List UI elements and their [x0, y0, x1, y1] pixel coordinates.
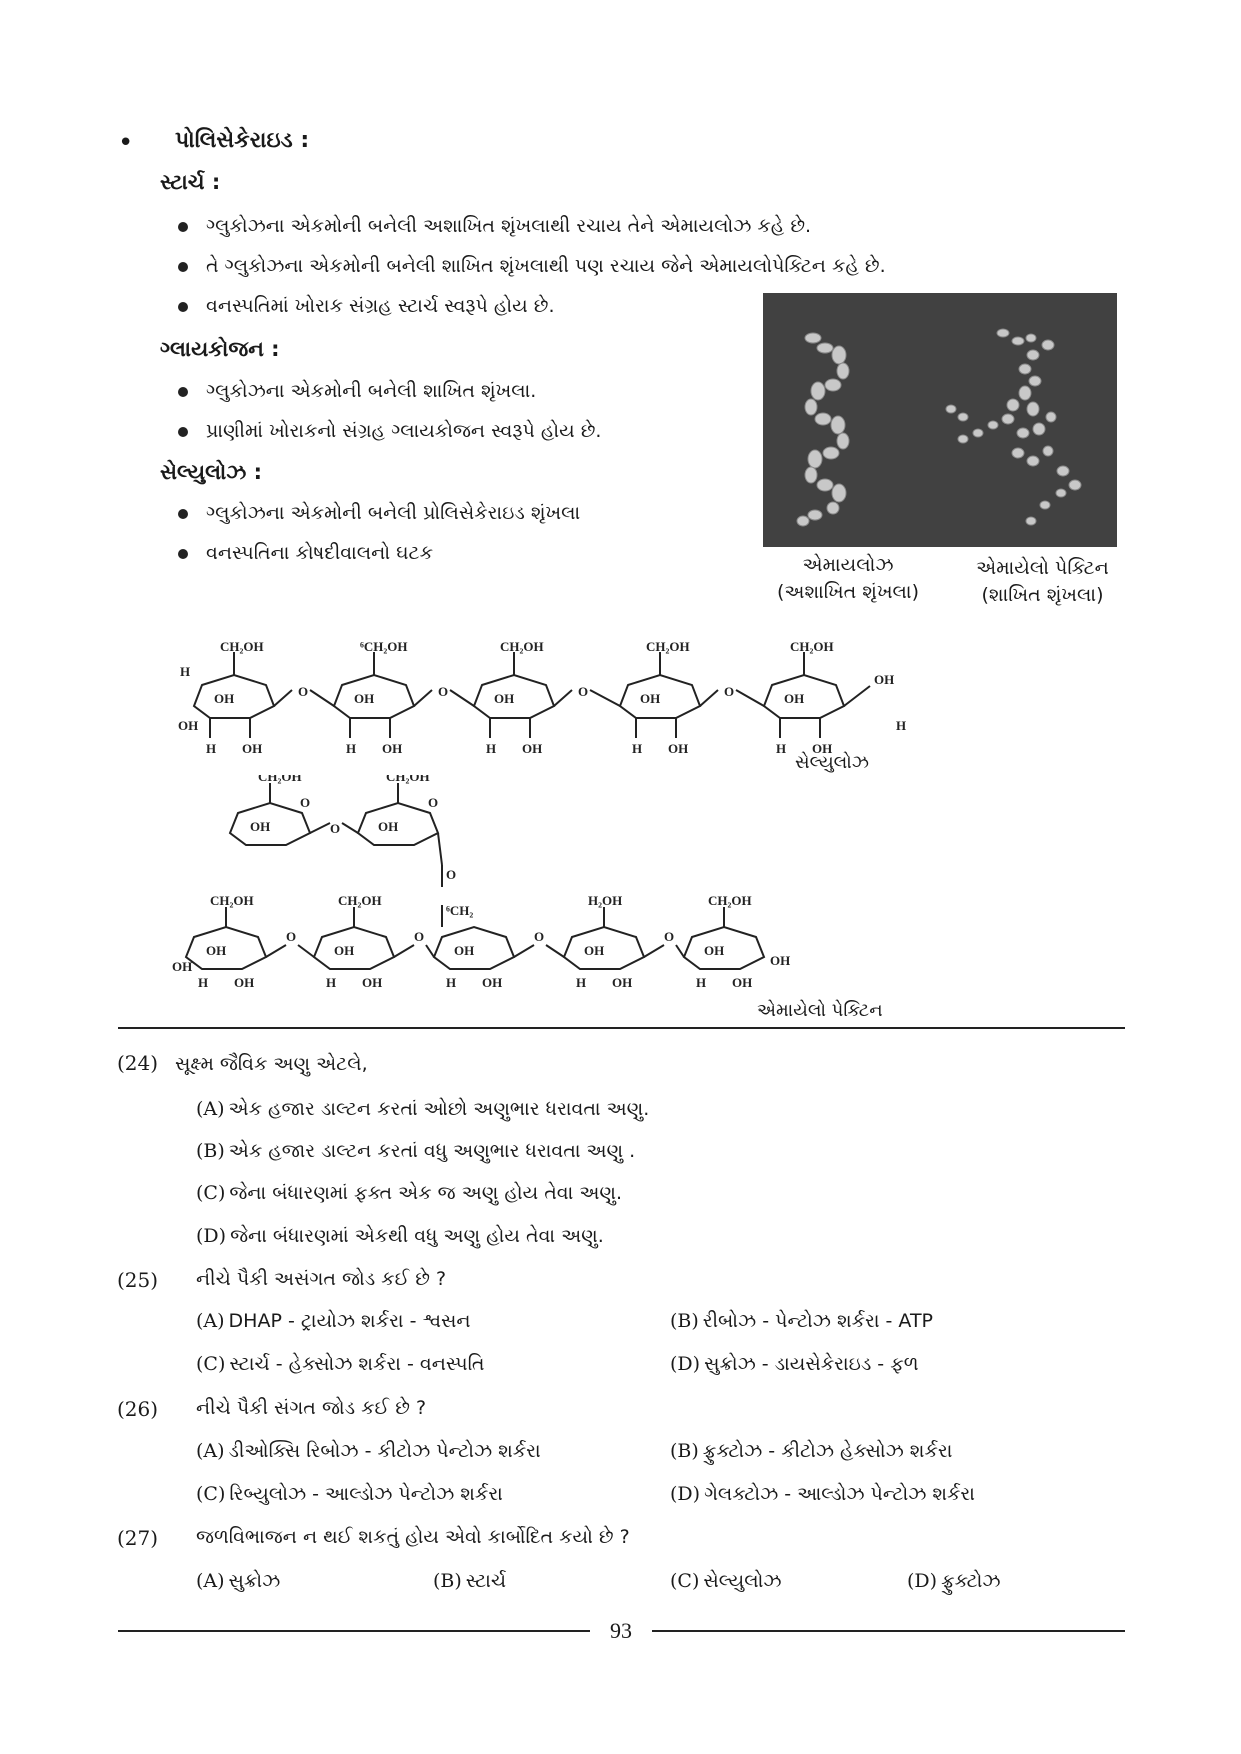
atom-label: O	[578, 684, 589, 699]
atom-label: O	[724, 684, 735, 699]
amylopectin-label: એમાયેલો પેક્ટિન	[757, 1000, 883, 1021]
atom-label: OH	[612, 975, 633, 990]
atom-label: OH	[482, 975, 503, 990]
atom-label: CH₂OH	[646, 639, 690, 654]
atom-label: OH	[382, 741, 403, 756]
atom-label: H	[776, 741, 787, 756]
glycogen-title: ગ્લાયકોજન :	[160, 337, 280, 361]
starch-bullet-2: તે ગ્લુકોઝના એકમોની બનેલી શાખિત શૃંખલાથી પણ રચાય જેને એમાયલોપેક્ટિન કહે છે.	[178, 255, 886, 277]
question-27-option-b[interactable]: (B) સ્ટાર્ચ	[433, 1570, 507, 1592]
question-27-option-c[interactable]: (C) સેલ્યુલોઝ	[670, 1570, 782, 1592]
atom-label: H	[486, 741, 497, 756]
question-25-option-a[interactable]: (A) DHAP - ટ્રાયોઝ શર્કરા - શ્વસન	[196, 1310, 471, 1332]
cellulose-title: સેલ્યુલોઝ :	[160, 460, 262, 484]
atom-label: OH	[522, 741, 543, 756]
atom-label: OH	[584, 943, 605, 958]
atom-label: OH	[234, 975, 255, 990]
atom-label: OH	[354, 691, 375, 706]
starch-bullet-1: ગ્લુકોઝના એકમોની બનેલી અશાખિત શૃંખલાથી રચાય તેને એમાયલોઝ કહે છે.	[178, 215, 811, 237]
atom-label: O	[300, 795, 311, 810]
question-24-option-a[interactable]: (A) એક હજાર ડાલ્ટન કરતાં ઓછો અણુભાર ધરાવતા અણુ.	[196, 1098, 650, 1120]
question-24-option-b[interactable]: (B) એક હજાર ડાલ્ટન કરતાં વધુ અણુભાર ધરાવતા અણુ .	[196, 1140, 636, 1162]
amylopectin-caption: એમાયેલો પેક્ટિન (શાખિત શૃંખલા)	[976, 557, 1109, 606]
atom-label: O	[664, 929, 675, 944]
atom-label: OH	[454, 943, 475, 958]
atom-label: H	[326, 975, 337, 990]
atom-label: OH	[494, 691, 515, 706]
question-26-option-b[interactable]: (B) ફ્રુક્ટોઝ - કીટોઝ હેક્સોઝ શર્કરા	[670, 1440, 953, 1462]
question-26-number: (26)	[117, 1397, 159, 1421]
atom-label: H	[180, 664, 191, 679]
atom-label: OH	[378, 819, 399, 834]
atom-label: OH	[812, 741, 833, 756]
atom-label: H	[576, 975, 587, 990]
question-24-option-c[interactable]: (C) જેના બંધારણમાં ફક્ત એક જ અણુ હોય તેવા અણુ.	[196, 1182, 622, 1204]
question-27-option-d[interactable]: (D) ફ્રુક્ટોઝ	[907, 1570, 1001, 1592]
section-divider	[118, 1027, 1125, 1029]
question-26-option-c[interactable]: (C) રિબ્યુલોઝ - આલ્ડોઝ પેન્ટોઝ શર્કરા	[196, 1483, 503, 1505]
starch-title: સ્ટાર્ચ :	[160, 170, 221, 194]
atom-label: H	[896, 718, 907, 733]
footer-rule-left	[118, 1630, 590, 1632]
cellulose-bullet-2: વનસ્પતિના કોષદીવાલનો ઘટક	[178, 542, 433, 564]
starch-model-photo	[763, 293, 1117, 547]
atom-label: OH	[214, 691, 235, 706]
question-24-number: (24)	[117, 1051, 159, 1075]
atom-label: H₂OH	[588, 893, 623, 908]
atom-label: ⁶CH₂OH	[360, 639, 408, 654]
question-25-option-c[interactable]: (C) સ્ટાર્ચ - હેક્સોઝ શર્કરા - વનસ્પતિ	[196, 1353, 485, 1375]
atom-label: H	[206, 741, 217, 756]
footer-rule-right	[652, 1630, 1125, 1632]
atom-label: OH	[250, 819, 271, 834]
atom-label: CH₂OH	[500, 639, 544, 654]
atom-label: OH	[784, 691, 805, 706]
question-26-text: નીચે પૈકી સંગત જોડ કઈ છે ?	[196, 1397, 427, 1419]
atom-label: CH₂OH	[790, 639, 834, 654]
question-27-text: જળવિભાજન ન થઈ શકતું હોય એવો કાર્બોદિત કયો છે ?	[196, 1526, 630, 1548]
glycogen-bullet-1: ગ્લુકોઝના એકમોની બનેલી શાખિત શૃંખલા.	[178, 380, 536, 402]
page-number: 93	[610, 1618, 632, 1643]
atom-label: OH	[704, 943, 725, 958]
atom-label: OH	[172, 959, 193, 974]
atom-label: H	[446, 975, 457, 990]
atom-label: OH	[770, 953, 791, 968]
atom-label: CH₂OH	[708, 893, 752, 908]
atom-label: H	[346, 741, 357, 756]
atom-label: OH	[640, 691, 661, 706]
atom-label: H	[632, 741, 643, 756]
question-25-text: નીચે પૈકી અસંગત જોડ કઈ છે ?	[196, 1268, 447, 1290]
question-25-option-b[interactable]: (B) રીબોઝ - પેન્ટોઝ શર્કરા - ATP	[670, 1310, 934, 1332]
question-26-option-a[interactable]: (A) ડીઓક્સિ રિબોઝ - કીટોઝ પેન્ટોઝ શર્કરા	[196, 1440, 541, 1462]
question-27-number: (27)	[117, 1526, 159, 1550]
atom-label: CH₂OH	[210, 893, 254, 908]
cellulose-bullet-1: ગ્લુકોઝના એકમોની બનેલી પ્રોલિસેકેરાઇડ શૃંખલા	[178, 502, 580, 524]
atom-label: O	[446, 867, 457, 882]
starch-model-illustration	[763, 293, 1117, 547]
atom-label: H	[198, 975, 209, 990]
atom-label: ⁶CH₂	[446, 903, 474, 918]
atom-label: OH	[178, 718, 199, 733]
question-27-option-a[interactable]: (A) સુક્રોઝ	[196, 1570, 281, 1592]
atom-label: OH	[874, 672, 895, 687]
question-25-option-d[interactable]: (D) સુક્રોઝ - ડાયસેકેરાઇડ - ફળ	[670, 1353, 919, 1375]
atom-label: CH₂OH	[338, 893, 382, 908]
atom-label: O	[286, 929, 297, 944]
question-26-option-d[interactable]: (D) ગેલક્ટોઝ - આલ્ડોઝ પેન્ટોઝ શર્કરા	[670, 1483, 975, 1505]
atom-label: O	[298, 684, 309, 699]
atom-label: OH	[242, 741, 263, 756]
atom-label: OH	[668, 741, 689, 756]
cellulose-label: સેલ્યુલોઝ	[795, 752, 869, 773]
question-24-text: સૂક્ષ્મ જૈવિક અણુ એટલે,	[175, 1053, 368, 1075]
atom-label: CH₂OH	[258, 775, 302, 784]
atom-label: O	[414, 929, 425, 944]
atom-label: CH₂OH	[220, 639, 264, 654]
section-title: પોલિસેકેરાઇડ :	[175, 128, 310, 153]
atom-label: H	[696, 975, 707, 990]
question-25-number: (25)	[117, 1268, 159, 1292]
atom-label: OH	[206, 943, 227, 958]
section-bullet: •	[118, 128, 134, 158]
atom-label: CH₂OH	[386, 775, 430, 784]
question-24-option-d[interactable]: (D) જેના બંધારણમાં એકથી વધુ અણુ હોય તેવા અણુ.	[196, 1225, 604, 1247]
atom-label: O	[330, 821, 341, 836]
amylose-caption: એમાયલોઝ (અશાખિત શૃંખલા)	[776, 554, 919, 603]
atom-label: OH	[362, 975, 383, 990]
atom-label: OH	[334, 943, 355, 958]
starch-bullet-3: વનસ્પતિમાં ખોરાક સંગ્રહ સ્ટાર્ચ સ્વરૂપે હોય છે.	[178, 295, 555, 317]
atom-label: O	[428, 795, 439, 810]
glycogen-bullet-2: પ્રાણીમાં ખોરાકનો સંગ્રહ ગ્લાયકોજન સ્વરૂપે હોય છે.	[178, 420, 601, 442]
atom-label: OH	[732, 975, 753, 990]
atom-label: O	[438, 684, 449, 699]
atom-label: O	[534, 929, 545, 944]
amylopectin-structure	[170, 775, 890, 994]
